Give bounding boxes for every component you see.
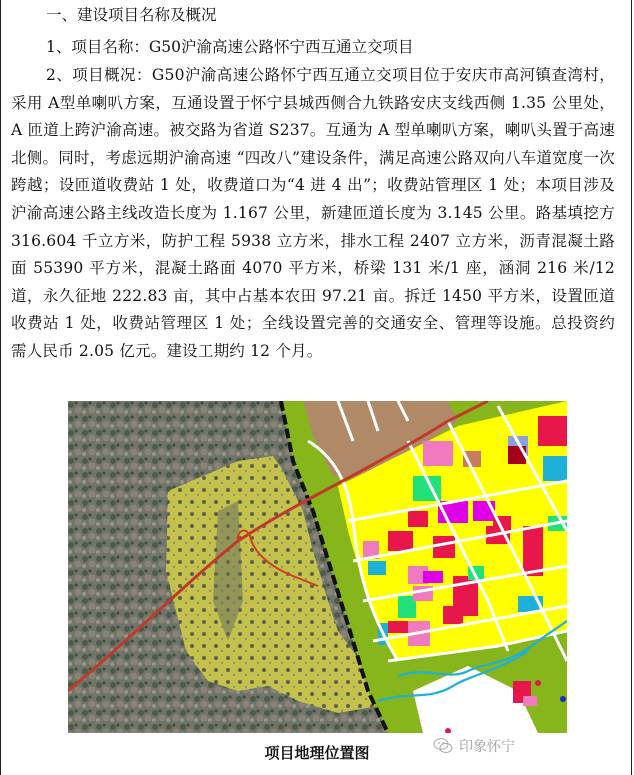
section-heading: 一、建设项目名称及概况 <box>46 6 217 24</box>
figure-caption: 项目地理位置图 <box>264 744 370 762</box>
watermark-label: 印象怀宁 <box>459 739 515 755</box>
wechat-icon <box>433 737 453 755</box>
project-overview: 2、项目概况：G50沪渝高速公路怀宁西互通立交项目位于安庆市高河镇查湾村，采用 A型单喇叭方案，互通设置于怀宁县城西侧合九铁路安庆支线西侧 1.35 公里处，A 匝道上跨沪渝高速。被交路为省道 S237。互通为 A 型单喇叭方案，喇叭头置于高速北侧。同时，考虑远期沪渝高速 “四改八”建设条件，满足高速公路双向八车道宽度一次跨越；设匝道收费站 1 处，收费道口为“4 进 4 出”；收费站管理区 1 处；本项目涉及沪渝高速公路主线改造长度为 1.167 公里，新建匝道长度为 3.145 公里。路基填挖方 316.604 千立方米，防护工程 5938 立方米，排水工程 2407 立方米，沥青混凝土路面 55390 平方米，混凝土路面 4070 平方米，桥梁 131 米/1 座，涵洞 216 米/12 道，永久征地 222.83 亩，其中占基本农田 97.21 亩。拆迁 1450 平方米，设置匝道收费站 1 处，收费站管理区 1 处；全线设置完善的交通安全、管理等设施。总投资约需人民币 2.05 亿元。建设工期约 12 个月。 <box>11 66 615 360</box>
project-location-map <box>68 401 567 733</box>
watermark <box>433 736 515 756</box>
project-name: 1、项目名称：G50沪渝高速公路怀宁西互通立交项目 <box>46 38 414 56</box>
